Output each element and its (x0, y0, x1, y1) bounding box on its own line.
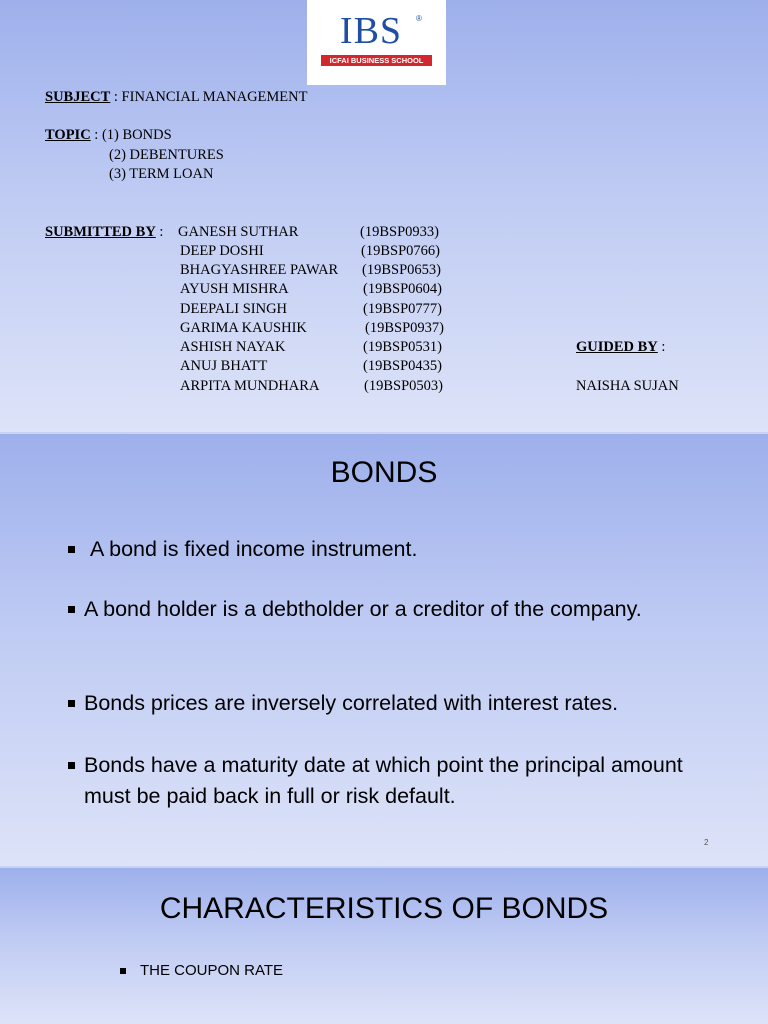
slide-title: CHARACTERISTICS OF BONDS (159, 892, 609, 925)
member-id: (19BSP0933) (360, 224, 439, 240)
bullet-text: A bond holder is a debtholder or a creditor of the company. (84, 597, 642, 621)
bullet-text: Bonds have a maturity date at which point the principal amount must be paid back in full or risk default. (84, 753, 683, 808)
bonds-slide (0, 434, 768, 866)
member-name: ASHISH NAYAK (180, 339, 286, 355)
member-id: (19BSP0604) (363, 281, 442, 297)
bullet-text: A bond is fixed income instrument. (90, 537, 418, 561)
member-id: (19BSP0531) (363, 339, 442, 355)
member-name: BHAGYASHREE PAWAR (180, 262, 339, 278)
member-name: ARPITA MUNDHARA (180, 378, 320, 394)
ibs-logo (307, 0, 446, 85)
submitted-by-sep: : (155, 224, 164, 240)
subject-label: SUBJECT (45, 89, 111, 105)
member-id: (19BSP0435) (363, 358, 442, 374)
submitted-by-line (45, 224, 163, 241)
topic-line (45, 127, 172, 144)
bullet-text: THE COUPON RATE (140, 962, 284, 979)
topic-item: (2) DEBENTURES (109, 147, 224, 163)
guide-name: NAISHA SUJAN (576, 378, 679, 394)
bullet-text: Bonds prices are inversely correlated with interest rates. (84, 691, 619, 715)
characteristics-slide (0, 868, 768, 1024)
member-id: (19BSP0503) (364, 378, 443, 394)
guided-by-label: GUIDED BY (576, 339, 658, 355)
subject-line (45, 89, 308, 106)
bullet-icon (68, 546, 75, 553)
bullet-icon (68, 700, 75, 707)
member-name: GANESH SUTHAR (178, 224, 299, 240)
guided-by-line (576, 339, 665, 356)
member-name: DEEP DOSHI (180, 243, 264, 259)
member-name: AYUSH MISHRA (180, 281, 289, 297)
member-id: (19BSP0937) (365, 320, 444, 336)
member-id: (19BSP0777) (363, 301, 442, 317)
subject-value: : FINANCIAL MANAGEMENT (110, 89, 308, 105)
bullet-icon (68, 762, 75, 769)
logo-text: IBS (339, 10, 403, 52)
topic-item: : (1) BONDS (90, 127, 172, 143)
topic-label: TOPIC (45, 127, 91, 143)
logo-band: ICFAI BUSINESS SCHOOL (321, 55, 432, 66)
bullet-icon (68, 606, 75, 613)
bullet-icon (120, 968, 126, 974)
member-name: DEEPALI SINGH (180, 301, 288, 317)
member-id: (19BSP0766) (361, 243, 440, 259)
logo-registered-mark: ® (416, 14, 422, 23)
guided-by-sep: : (657, 339, 666, 355)
member-id: (19BSP0653) (362, 262, 441, 278)
slide-title: BONDS (330, 456, 438, 489)
member-name: ANUJ BHATT (180, 358, 268, 374)
page-number: 2 (704, 838, 709, 847)
member-name: GARIMA KAUSHIK (180, 320, 307, 336)
topic-item: (3) TERM LOAN (109, 166, 214, 182)
submitted-by-label: SUBMITTED BY (45, 224, 156, 240)
title-slide (0, 0, 768, 432)
